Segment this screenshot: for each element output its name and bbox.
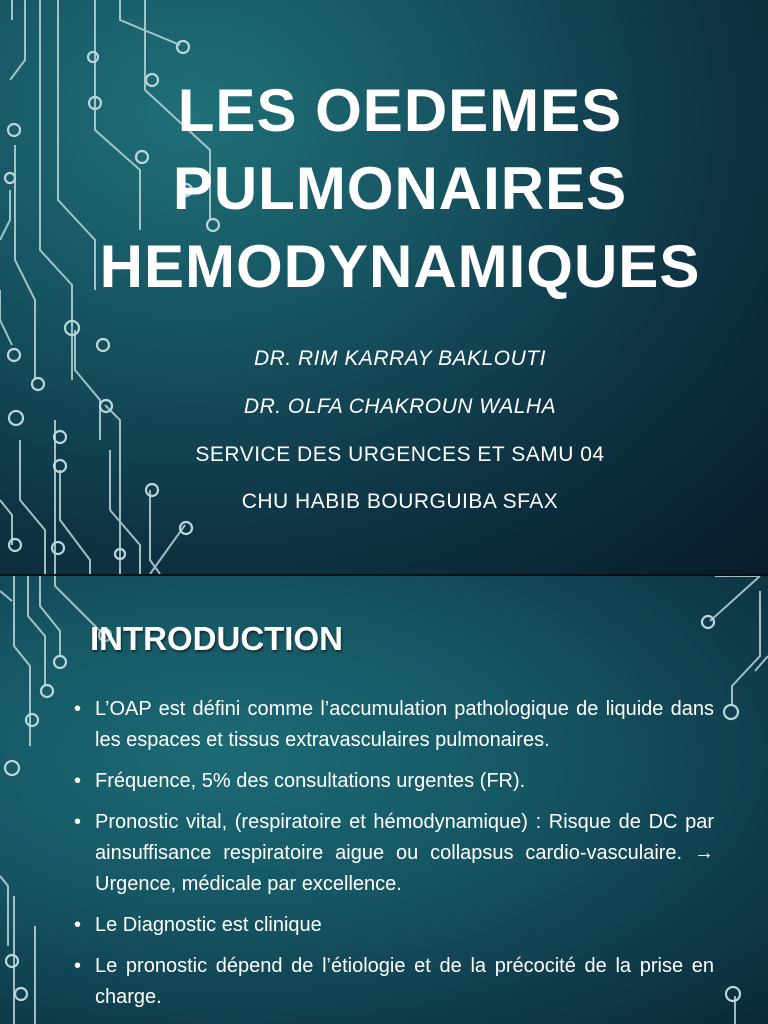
title-line-3: HEMODYNAMIQUES [99,233,701,300]
bullet-list [72,694,714,1023]
title-line-1: LES OEDEMES [177,77,623,144]
author-2: DR. OLFA CHAKROUN WALHA [243,395,557,418]
title-line-2: PULMONAIRES [172,155,628,222]
list-item: • Fréquence, 5% des consultations urgentes (FR). [72,766,714,797]
slide-title: INTRODUCTION [90,620,343,657]
list-item: • Pronostic vital, (respiratoire et hémodynamique) : Risque de DC par ainsuffisance respiratoire aigue ou collapsus cardio-vasculaire. → Urgence, médicale par excellence. [72,807,714,900]
list-item: • Le Diagnostic est clinique [72,910,714,941]
introduction-slide [0,576,768,1024]
service-name: SERVICE DES URGENCES ET SAMU 04 [195,443,605,466]
list-item: • L’OAP est défini comme l’accumulation pathologique de liquide dans les espaces et tissus extravasculaires pulmonaires. [72,694,714,756]
author-1: DR. RIM KARRAY BAKLOUTI [254,347,546,370]
hospital-name: CHU HABIB BOURGUIBA SFAX [241,490,559,513]
presentation-title [40,72,760,306]
list-item: • Le pronostic dépend de l’étiologie et de la précocité de la prise en charge. [72,951,714,1013]
